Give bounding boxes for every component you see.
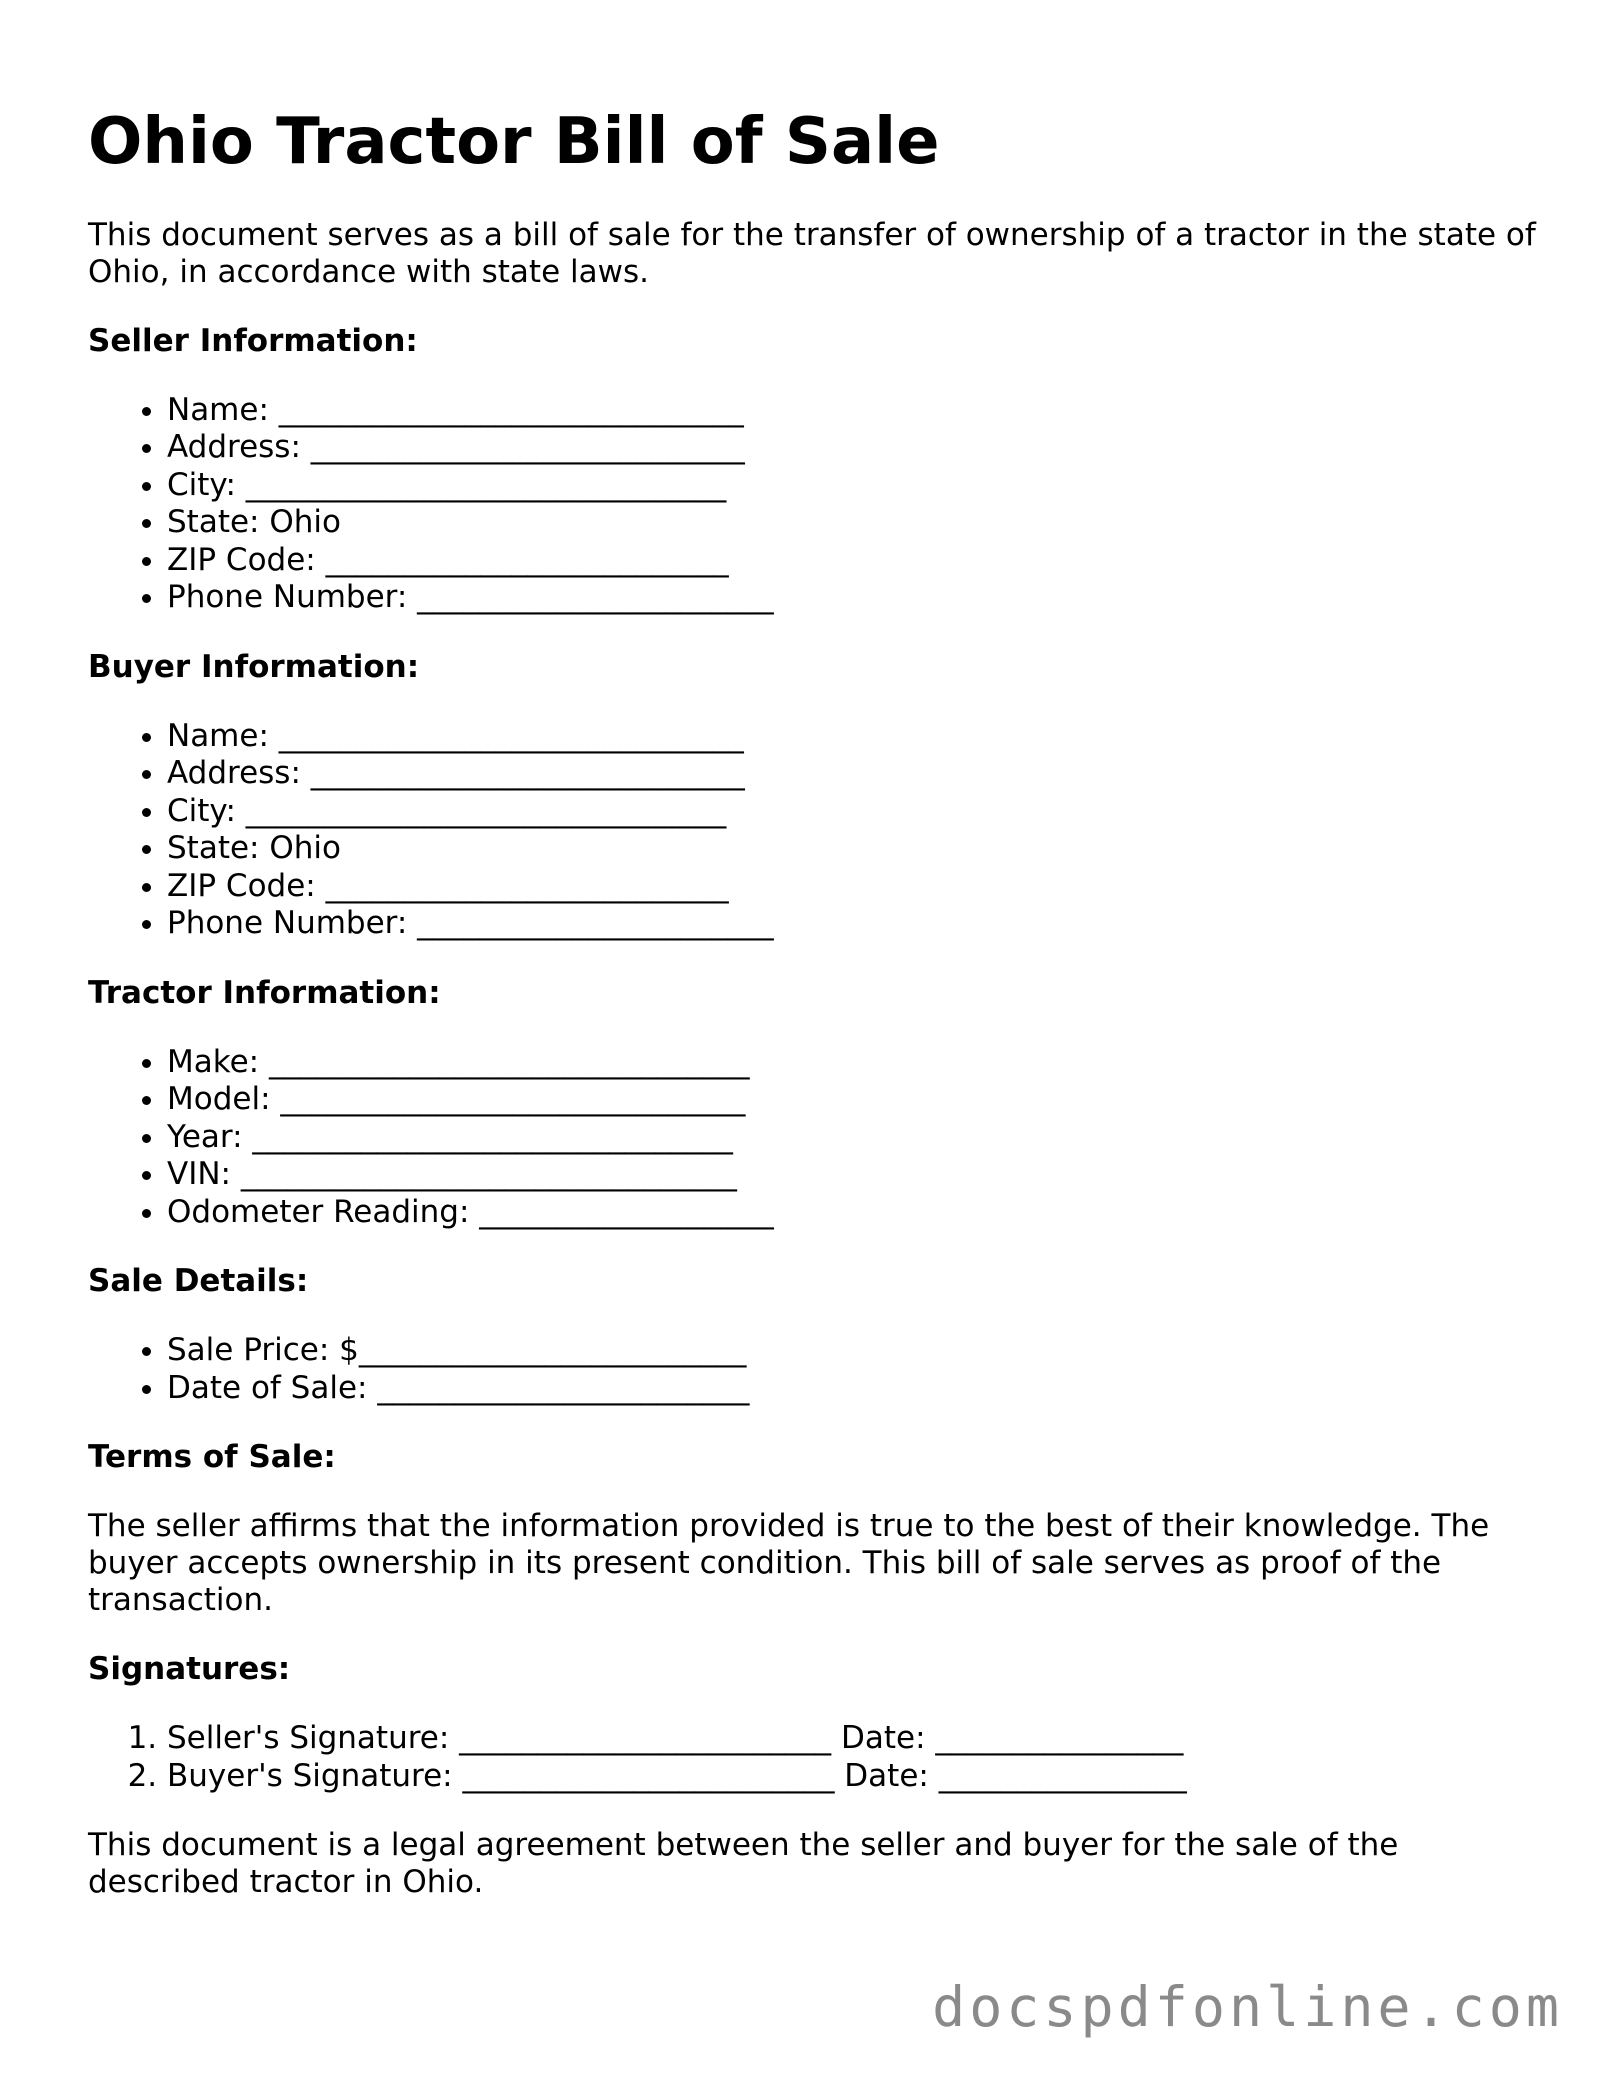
- seller-name-field[interactable]: • Name: ______________________________: [167, 392, 1548, 430]
- buyer-heading: Buyer Information:: [88, 648, 420, 685]
- buyer-name-field[interactable]: • Name: ______________________________: [167, 718, 1548, 756]
- tractor-heading: Tractor Information:: [88, 974, 441, 1011]
- sale-list: [88, 1332, 1548, 1407]
- seller-state-field: • State: Ohio: [167, 504, 1548, 542]
- tractor-make-field[interactable]: • Make: _______________________________: [167, 1044, 1548, 1082]
- document-page: [88, 104, 1548, 1901]
- tractor-model-field[interactable]: • Model: ______________________________: [167, 1081, 1548, 1119]
- watermark-text: docspdfonline.com: [932, 1975, 1563, 2039]
- terms-heading: Terms of Sale:: [88, 1439, 336, 1476]
- seller-address-field[interactable]: • Address: ____________________________: [167, 429, 1548, 467]
- tractor-year-field[interactable]: • Year: _______________________________: [167, 1119, 1548, 1157]
- buyer-signature-field[interactable]: 2. Buyer's Signature: ________________________ Date: ________________: [167, 1758, 1548, 1796]
- document-title: Ohio Tractor Bill of Sale: [88, 105, 940, 179]
- signatures-heading: Signatures:: [88, 1651, 291, 1688]
- sale-date-field[interactable]: • Date of Sale: ________________________: [167, 1370, 1548, 1408]
- signatures-list: [88, 1720, 1548, 1795]
- seller-list: [88, 392, 1548, 617]
- seller-heading: Seller Information:: [88, 322, 418, 359]
- sale-heading: Sale Details:: [88, 1263, 309, 1300]
- buyer-zip-field[interactable]: • ZIP Code: __________________________: [167, 868, 1548, 906]
- terms-paragraph: The seller affirms that the information provided is true to the best of their knowledge. The buyer accepts ownership in its present condition. This bill of sale serves as proof of the transaction.: [88, 1508, 1490, 1619]
- buyer-list: [88, 718, 1548, 943]
- closing-paragraph: This document is a legal agreement between the seller and buyer for the sale of the described tractor in Ohio.: [88, 1827, 1399, 1901]
- buyer-address-field[interactable]: • Address: ____________________________: [167, 755, 1548, 793]
- intro-paragraph: This document serves as a bill of sale for the transfer of ownership of a tractor in the state of Ohio, in accordance with state laws.: [88, 216, 1536, 290]
- seller-phone-field[interactable]: • Phone Number: _______________________: [167, 579, 1548, 617]
- seller-city-field[interactable]: • City: _______________________________: [167, 467, 1548, 505]
- tractor-odometer-field[interactable]: • Odometer Reading: ___________________: [167, 1194, 1548, 1232]
- sale-price-field[interactable]: • Sale Price: $_________________________: [167, 1332, 1548, 1370]
- buyer-phone-field[interactable]: • Phone Number: _______________________: [167, 905, 1548, 943]
- seller-zip-field[interactable]: • ZIP Code: __________________________: [167, 542, 1548, 580]
- seller-signature-field[interactable]: 1. Seller's Signature: ________________________ Date: ________________: [167, 1720, 1548, 1758]
- tractor-list: [88, 1044, 1548, 1232]
- tractor-vin-field[interactable]: • VIN: ________________________________: [167, 1156, 1548, 1194]
- buyer-city-field[interactable]: • City: _______________________________: [167, 793, 1548, 831]
- buyer-state-field: • State: Ohio: [167, 830, 1548, 868]
